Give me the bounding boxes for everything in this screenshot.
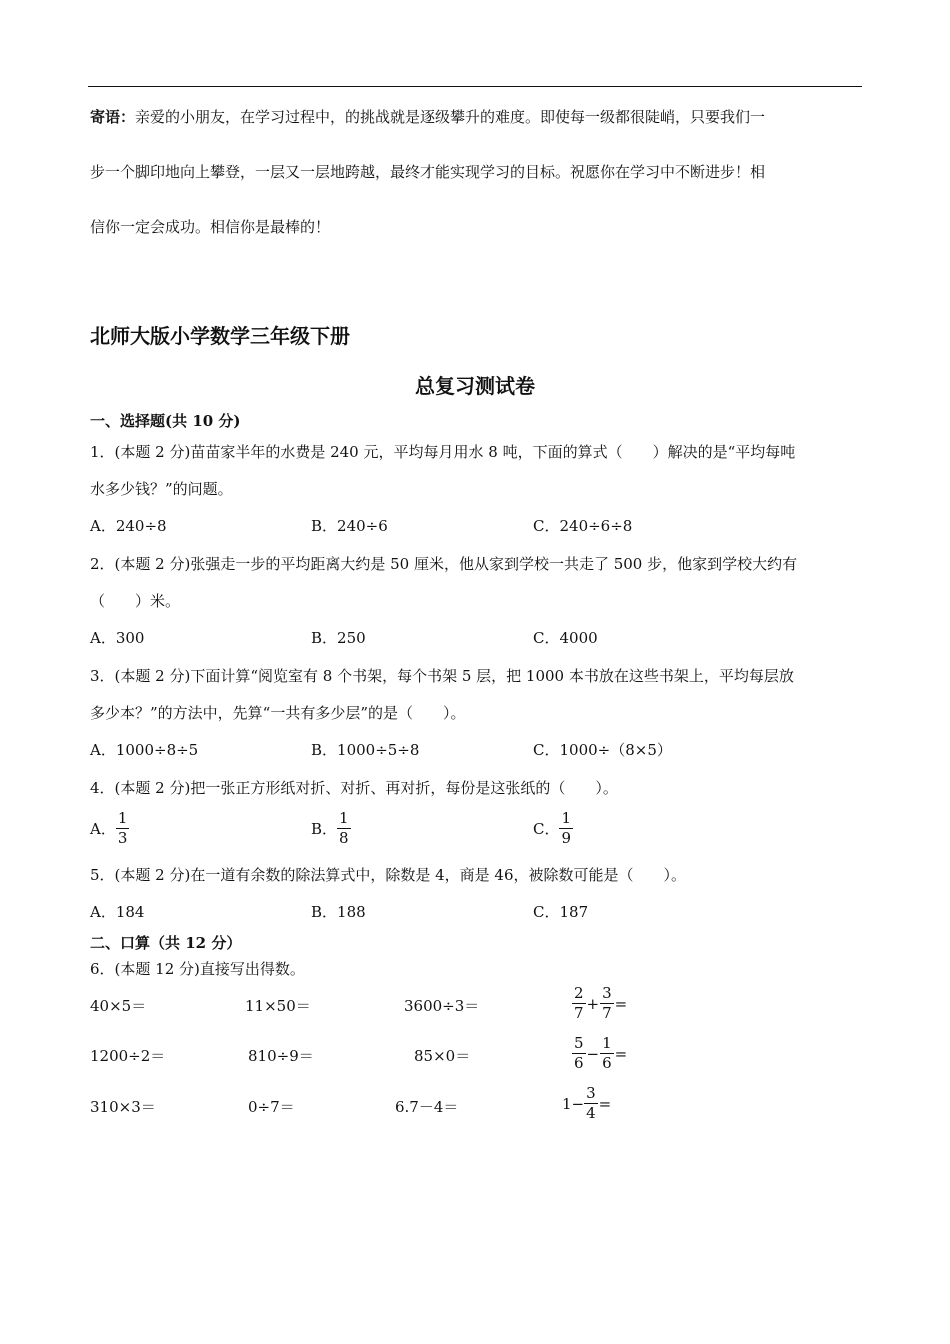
option-a-label: A． [90,820,116,838]
question-5-option-b[interactable]: B．188 [311,903,366,921]
section-heading-choice: 一、选择题(共 10 分) [90,412,241,430]
calc-item: 310×3＝ [90,1098,156,1116]
calc-item: 11×50＝ [245,997,311,1015]
preface-line-1 [90,106,765,127]
calc-item: 810÷9＝ [248,1047,314,1065]
numerator: 1 [339,809,349,827]
question-2-option-c[interactable]: C．4000 [533,629,598,647]
question-3-option-a[interactable]: A．1000÷8÷5 [90,741,199,759]
plus-sign: + [586,994,600,1013]
denominator: 7 [602,1004,612,1022]
calc-item: 85×0＝ [414,1047,471,1065]
question-1-line-2: 水多少钱？”的问题。 [90,480,233,498]
denominator: 9 [561,829,572,847]
fraction-one-third [116,811,130,846]
equals-sign: = [614,994,628,1013]
question-3-option-c[interactable]: C．1000÷（8×5） [533,741,672,759]
preface-line-3: 信你一定会成功。相信你是最棒的！ [90,218,331,236]
denominator: 7 [574,1004,584,1022]
question-1-option-c[interactable]: C．240÷6÷8 [533,517,633,535]
denominator: 6 [574,1054,584,1072]
denominator: 3 [117,829,128,847]
fraction [600,986,614,1021]
document-title: 北师大版小学数学三年级下册 [90,324,350,348]
denominator: 4 [586,1104,596,1122]
numerator: 3 [602,984,612,1002]
question-2-line-2: （ ）米。 [90,592,181,610]
question-2-option-b[interactable]: B．250 [311,629,366,647]
question-6-line-1: 6．(本题 12 分)直接写出得数。 [90,960,305,978]
question-5-line-1: 5．(本题 2 分)在一道有余数的除法算式中，除数是 4，商是 46，被除数可能是（ ）。 [90,866,686,884]
question-4-option-c[interactable] [533,811,573,846]
calc-item: 1200÷2＝ [90,1047,166,1065]
calc-item: 0÷7＝ [248,1098,295,1116]
numerator: 2 [574,984,584,1002]
question-2-line-1: 2．(本题 2 分)张强走一步的平均距离大约是 50 厘米，他从家到学校一共走了 500 步，他家到学校大约有 [90,555,798,573]
fraction-one-eighth [337,811,351,846]
numerator: 3 [586,1084,596,1102]
document-subtitle: 总复习测试卷 [415,374,535,398]
calc-fraction-sum [572,986,628,1021]
calc-fraction-difference [572,1036,628,1071]
fraction [572,1036,586,1071]
option-c-label: C． [533,820,560,838]
fraction [600,1036,614,1071]
question-4-option-b[interactable] [311,811,351,846]
equals-sign: = [598,1094,612,1113]
calc-item: 6.7－4＝ [395,1098,459,1116]
preface-text-1: 亲爱的小朋友，在学习过程中，的挑战就是逐级攀升的难度。即使每一级都很陡峭，只要我们一 [135,108,766,126]
question-1-option-a[interactable]: A．240÷8 [90,517,167,535]
denominator: 8 [339,829,349,847]
calc-item: 40×5＝ [90,997,147,1015]
section-heading-mental-math: 二、口算（共 12 分） [90,934,242,952]
option-b-label: B． [311,820,338,838]
calc-item: 3600÷3＝ [404,997,480,1015]
minus-sign: − [586,1044,600,1063]
numerator: 5 [574,1034,584,1052]
numerator: 1 [602,1034,612,1052]
one-minus: 1− [562,1094,585,1113]
question-2-option-a[interactable]: A．300 [90,629,145,647]
question-4-line-1: 4．(本题 2 分)把一张正方形纸对折、对折、再对折，每份是这张纸的（ ）。 [90,779,618,797]
question-4-option-a[interactable] [90,811,129,846]
fraction-one-ninth [559,811,573,846]
question-1-line-1: 1．(本题 2 分)苗苗家半年的水费是 240 元，平均每月用水 8 吨，下面的算式（ ）解决的是“平均每吨 [90,443,796,461]
fraction [572,986,586,1021]
numerator: 1 [117,809,128,827]
preface-line-2: 步一个脚印地向上攀登，一层又一层地跨越，最终才能实现学习的目标。祝愿你在学习中不断进步！相 [90,163,766,181]
question-3-option-b[interactable]: B．1000÷5÷8 [311,741,420,759]
question-3-line-2: 多少本？”的方法中，先算“一共有多少层”的是（ ）。 [90,704,466,722]
question-5-option-c[interactable]: C．187 [533,903,589,921]
header-rule [88,86,862,87]
question-1-option-b[interactable]: B．240÷6 [311,517,388,535]
calc-one-minus-fraction [562,1086,612,1121]
denominator: 6 [602,1054,612,1072]
fraction [584,1086,598,1121]
preface-label: 寄语： [90,108,136,126]
numerator: 1 [561,809,572,827]
question-3-line-1: 3．(本题 2 分)下面计算“阅览室有 8 个书架，每个书架 5 层，把 1000 本书放在这些书架上，平均每层放 [90,667,794,685]
equals-sign: = [614,1044,628,1063]
question-5-option-a[interactable]: A．184 [90,903,145,921]
